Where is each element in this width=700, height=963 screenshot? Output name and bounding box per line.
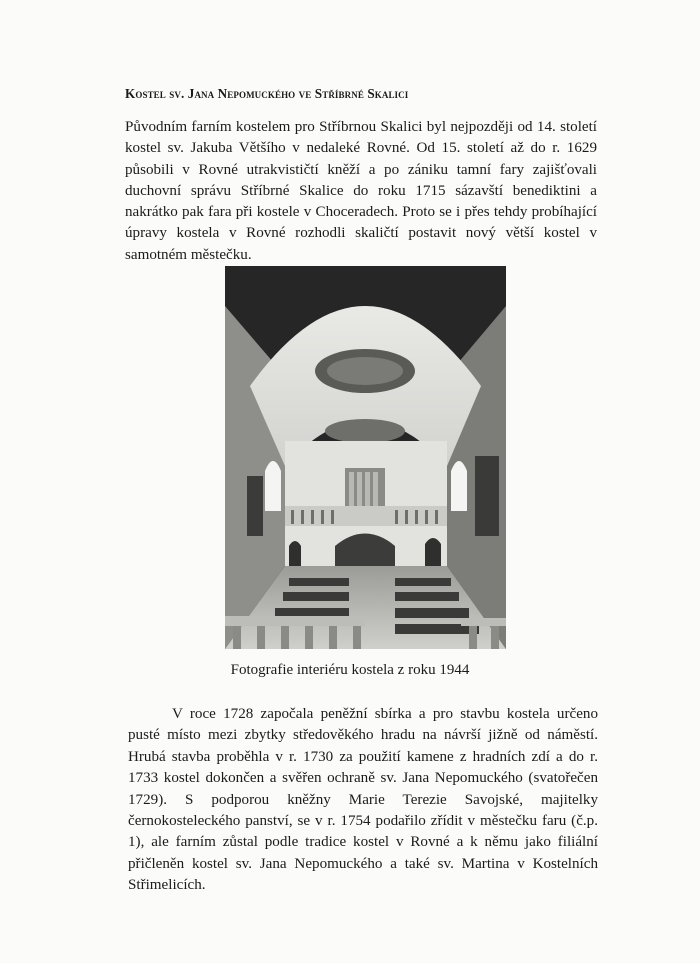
ceiling-fresco-lower [325, 419, 405, 443]
page-title: Kostel sv. Jana Nepomuckého ve Stříbrné Skalici [125, 86, 409, 101]
paragraph-construction: V roce 1728 započala peněžní sbírka a pro stavbu kostela určeno pusté místo mezi zbytky středověkého hradu na návrší jižně od náměstí. Hrubá stavba proběhla v r. 1730 za použití kamene z hradních zdí a do r. 1733 kostel dokončen a svěřen ochraně sv. Jana Nepomuckého (svatořečen 1729). S podporou kněžny Marie Terezie Savojské, majitelky černokosteleckého panství, se v r. 1754 podařilo zřídit v městečku faru (č.p. 1), ale farním zůstal podle tradice kostel v Rovné a k němu jako filiální přičleněn kostel sv. Jana Nepomuckého a také sv. Martina v Kostelních Střimelicích. [128, 706, 598, 894]
photo-caption: Fotografie interiéru kostela z roku 1944 [230, 662, 470, 678]
paragraph-history: Původním farním kostelem pro Stříbrnou Skalici byl nejpozději od 14. století kostel sv. Jakuba Většího v nedaleké Rovné. Od 15. století až do r. 1629 působili v Rovné utrakvističtí kněží a po zániku tamní fary zajišťovali duchovní správu Stříbrné Skalice do roku 1715 sázavští benediktini a nakrátko pak fara při kostele v Choceradech. Proto se i přes tehdy probíhající úpravy kostela v Rovné rozhodli skaličtí postavit nový větší kostel v samotném městečku. [125, 119, 597, 263]
church-interior-photo [225, 266, 506, 649]
